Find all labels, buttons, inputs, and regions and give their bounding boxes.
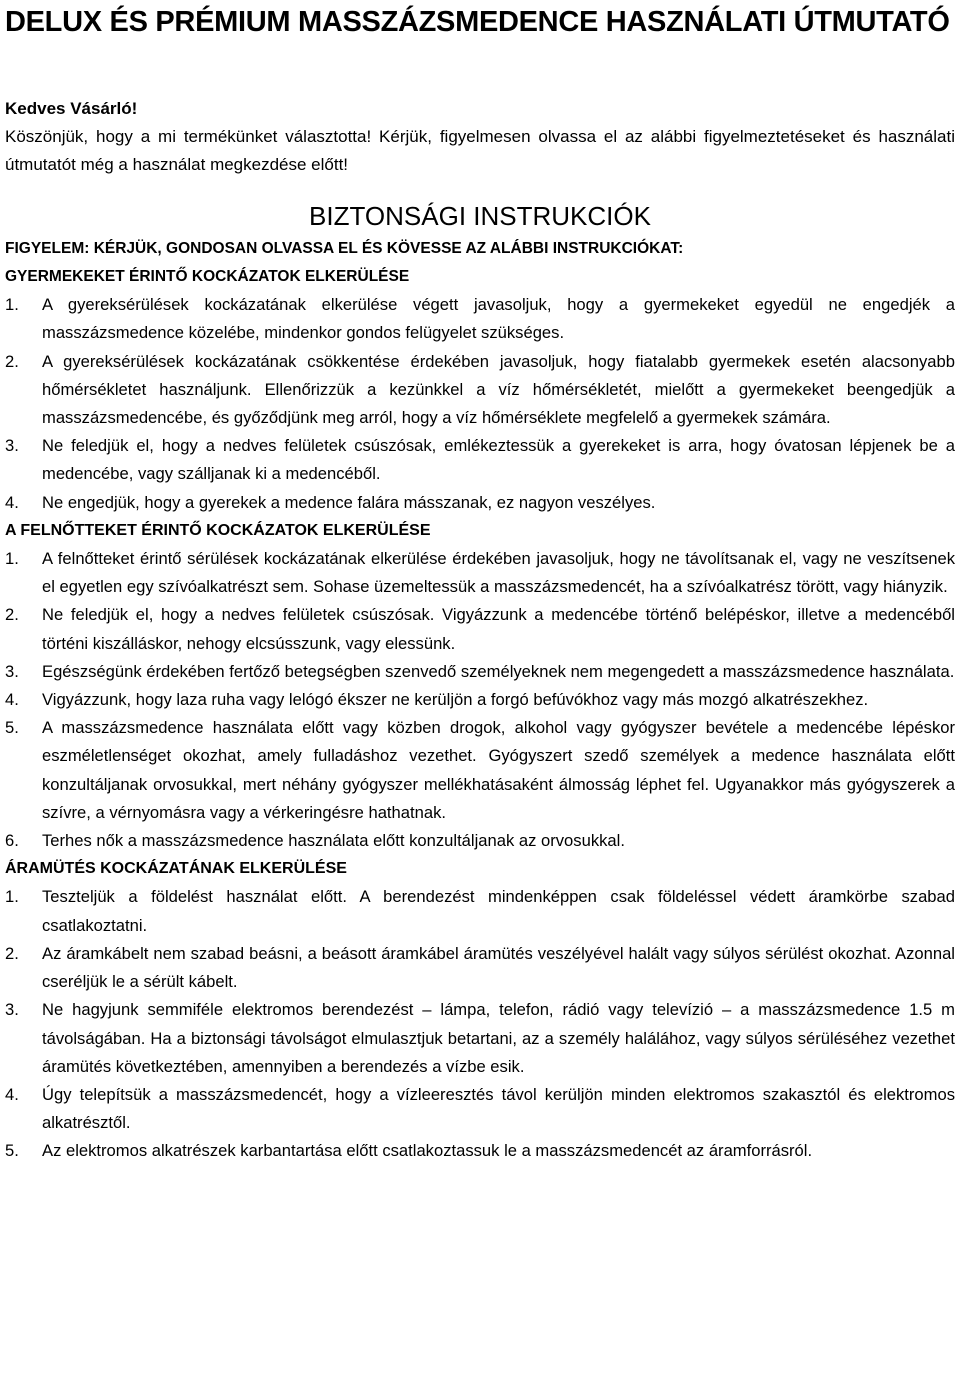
item-text: A gyereksérülések kockázatának csökkentése érdekében javasoljuk, hogy fiatalabb gyermekek esetén alacsonyabb hőmérsékletet használjunk. Ellenőrizzük a kezünkkel a víz hőmérsékletét, mielőtt a gyermekeket beengedjük a masszázsmedencébe, és győződjünk meg arról, hogy a víz hőmérséklete megfelelő a gyermekek számára. [42,351,955,428]
list-adults [5,545,955,855]
item-text: Vigyázzunk, hogy laza ruha vagy lelógó ékszer ne kerüljön a forgó befúvókhoz vagy más mozgó alkatrészekhez. [42,690,869,710]
item-text: Ne feledjük el, hogy a nedves felületek csúszósak, emlékeztessük a gyerekeket is arra, hogy óvatosan lépjenek be a medencébe, vagy szálljanak ki a medencéből. [42,436,955,484]
list-children [5,291,955,517]
item-number: 4. [5,492,19,512]
list-item [5,348,955,433]
item-number: 2. [5,943,19,963]
list-item [5,883,955,939]
item-number: 1. [5,887,19,907]
item-text: A gyereksérülések kockázatának elkerülése végett javasoljuk, hogy a gyermekeket egyedül ne engedjék a masszázsmedence közelébe, mindenkor gondos felügyelet szükséges. [42,295,955,343]
section-adults [5,517,955,855]
section-heading-electric: ÁRAMÜTÉS KOCKÁZATÁNAK ELKERÜLÉSE [5,860,347,878]
item-number: 4. [5,690,19,710]
list-item [5,686,955,714]
section-heading-children: GYERMEKEKET ÉRINTŐ KOCKÁZATOK ELKERÜLÉSE [5,268,410,286]
list-item [5,658,955,686]
section-children [5,263,955,517]
item-number: 6. [5,831,19,851]
attention-notice: FIGYELEM: KÉRJÜK, GONDOSAN OLVASSA EL ÉS KÖVESSE AZ ALÁBBI INSTRUKCIÓKAT: [5,239,684,257]
section-electric [5,855,955,1165]
section-heading-adults: A FELNŐTTEKET ÉRINTŐ KOCKÁZATOK ELKERÜLÉSE [5,521,431,539]
list-item [5,489,955,517]
item-number: 5. [5,718,19,738]
list-item [5,1081,955,1137]
list-item [5,432,955,488]
item-text: A felnőtteket érintő sérülések kockázatának elkerülése érdekében javasoljuk, hogy ne távolítsanak el, vagy ne veszítsenek el egyetlen egy szívóalkatrészt sem. Sohase üzemeltessük a masszázsmedencét, ha a szívóalkatrész törött, vagy hiányzik. [42,549,955,597]
item-number: 1. [5,549,19,569]
item-text: Egészségünk érdekében fertőző betegségben szenvedő személyeknek nem megengedett a masszázsmedence használata. [42,661,955,681]
list-electric [5,883,955,1165]
item-text: Ne engedjük, hogy a gyerekek a medence falára másszanak, ez nagyon veszélyes. [42,492,656,512]
item-number: 5. [5,1141,19,1161]
list-item [5,1137,955,1165]
list-item [5,714,955,827]
list-item [5,291,955,347]
item-number: 4. [5,1084,19,1104]
item-number: 1. [5,295,19,315]
list-item [5,940,955,996]
item-number: 3. [5,436,19,456]
safety-heading: BIZTONSÁGI INSTRUKCIÓK [309,200,651,231]
item-text: A masszázsmedence használata előtt vagy közben drogok, alkohol vagy gyógyszer bevétele a medencébe lépéskor eszméletlenséget okozhat, amely fulladáshoz vezethet. Gyógyszert szedő személyek a medence használata előtt konzultáljanak orvosukkal, mert néhány gyógyszer mellékhatásaként álmosság léphet fel. Ugyanakkor más gyógyszerek a szívre, a vérnyomásra vagy a vérkeringésre hathatnak. [42,718,955,822]
item-text: Ne feledjük el, hogy a nedves felületek csúszósak. Vigyázzunk a medencébe történő belépéskor, illetve a medencéből történi kiszálláskor, nehogy elcsússzunk, vagy elessünk. [42,605,955,653]
document-title: DELUX ÉS PRÉMIUM MASSZÁZSMEDENCE HASZNÁLATI ÚTMUTATÓ [5,6,950,38]
item-text: Ne hagyjunk semmiféle elektromos berendezést – lámpa, telefon, rádió vagy televízió – a masszázsmedence 1.5 m távolságában. Ha a biztonsági távolságot elmulasztjuk betartani, az a személy halálához, vagy súlyos sérüléséhez vezethet áramütés következtében, amennyiben a berendezés a vízbe esik. [42,1000,955,1076]
list-item [5,601,955,657]
list-item [5,545,955,601]
list-item [5,996,955,1081]
item-text: Teszteljük a földelést használat előtt. A berendezést mindenképpen csak földeléssel védett áramkörbe szabad csatlakoztatni. [42,887,955,935]
item-text: Úgy telepítsük a masszázsmedencét, hogy a vízleeresztés távol kerüljön minden elektromos szakasztól és elektromos alkatrésztől. [42,1084,955,1133]
item-text: Terhes nők a masszázsmedence használata előtt konzultáljanak az orvosukkal. [42,831,625,851]
item-text: Az elektromos alkatrészek karbantartása előtt csatlakoztassuk le a masszázsmedencét az áramforrásról. [42,1141,813,1161]
list-item [5,827,955,855]
item-text: Az áramkábelt nem szabad beásni, a beásott áramkábel áramütés veszélyével halált vagy súlyos sérülést okozhat. Azonnal cseréljük le a sérült kábelt. [42,943,955,992]
title-spacer [5,40,955,95]
intro-paragraph: Köszönjük, hogy a mi termékünket választotta! Kérjük, figyelmesen olvassa el az alábbi figyelmeztetéseket és használati útmutatót még a használat megkezdése előtt! [5,127,955,175]
item-number: 2. [5,605,19,625]
item-number: 2. [5,351,19,371]
greeting: Kedves Vásárló! [5,99,138,118]
item-number: 3. [5,1000,19,1020]
item-number: 3. [5,661,19,681]
